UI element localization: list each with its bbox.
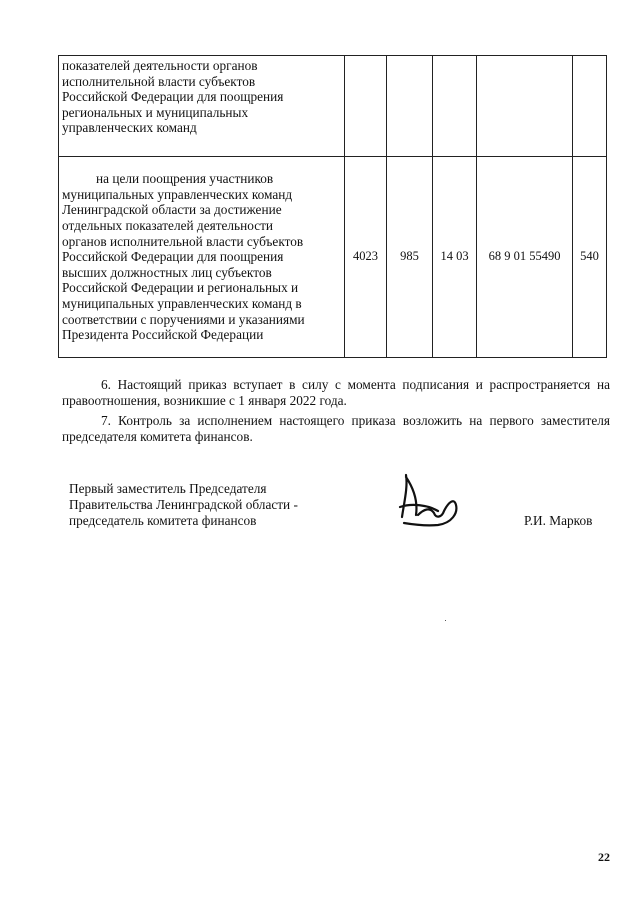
cell-empty (387, 56, 433, 157)
cell-empty (433, 56, 477, 157)
handwritten-signature (398, 467, 470, 529)
row-description (59, 56, 345, 157)
desc-line: Российской Федерации для поощрения (62, 249, 284, 265)
desc-line: соответствии с поручениями и указаниями (62, 311, 305, 327)
target-article-cell: 68 9 01 55490 (477, 157, 573, 358)
desc-line: муниципальных управленческих команд в (62, 295, 302, 311)
desc-line: показателей деятельности органов (62, 58, 258, 73)
table-row (59, 157, 607, 358)
paragraph-6: 6. Настоящий приказ вступает в силу с момента подписания и распространяется на правоотношения, возникшие с 1 января 2022 года. (62, 377, 610, 408)
signatory-title-line: Первый заместитель Председателя (69, 481, 267, 496)
signatory-title-line: Правительства Ленинградской области - (69, 496, 298, 512)
desc-line: региональных и муниципальных (62, 104, 249, 120)
desc-line: исполнительной власти субъектов (62, 73, 256, 89)
desc-line: муниципальных управленческих команд (62, 186, 293, 202)
signer-name: Р.И. Марков (524, 513, 593, 528)
admin-code-cell: 4023 (345, 157, 387, 358)
budget-table (58, 55, 607, 358)
department-code-cell: 985 (387, 157, 433, 358)
cell-empty (573, 56, 607, 157)
desc-line: отдельных показателей деятельности (62, 218, 274, 234)
expense-type-cell: 540 (573, 157, 607, 358)
row-description (59, 157, 345, 358)
desc-line: управленческих команд (62, 120, 197, 136)
paragraph-7: 7. Контроль за исполнением настоящего приказа возложить на первого заместителя председателя комитета финансов. (62, 413, 610, 444)
section-code-cell: 14 03 (433, 157, 477, 358)
desc-line: Российской Федерации для поощрения (62, 89, 284, 105)
desc-line: Ленинградской области за достижение (62, 202, 282, 218)
cell-empty (345, 56, 387, 157)
desc-line: высших должностных лиц субъектов (62, 264, 272, 280)
desc-line: Российской Федерации и региональных и (62, 280, 299, 296)
table-row (59, 56, 607, 157)
cell-empty (477, 56, 573, 157)
desc-line: Президента Российской Федерации (62, 327, 264, 343)
signatory-title-line: председатель комитета финансов (69, 512, 257, 528)
scan-speck (445, 620, 446, 621)
desc-line: органов исполнительной власти субъектов (62, 233, 304, 249)
signatory-title (69, 481, 298, 528)
desc-line: на цели поощрения участников (96, 171, 274, 187)
page-number: 22 (598, 850, 610, 864)
